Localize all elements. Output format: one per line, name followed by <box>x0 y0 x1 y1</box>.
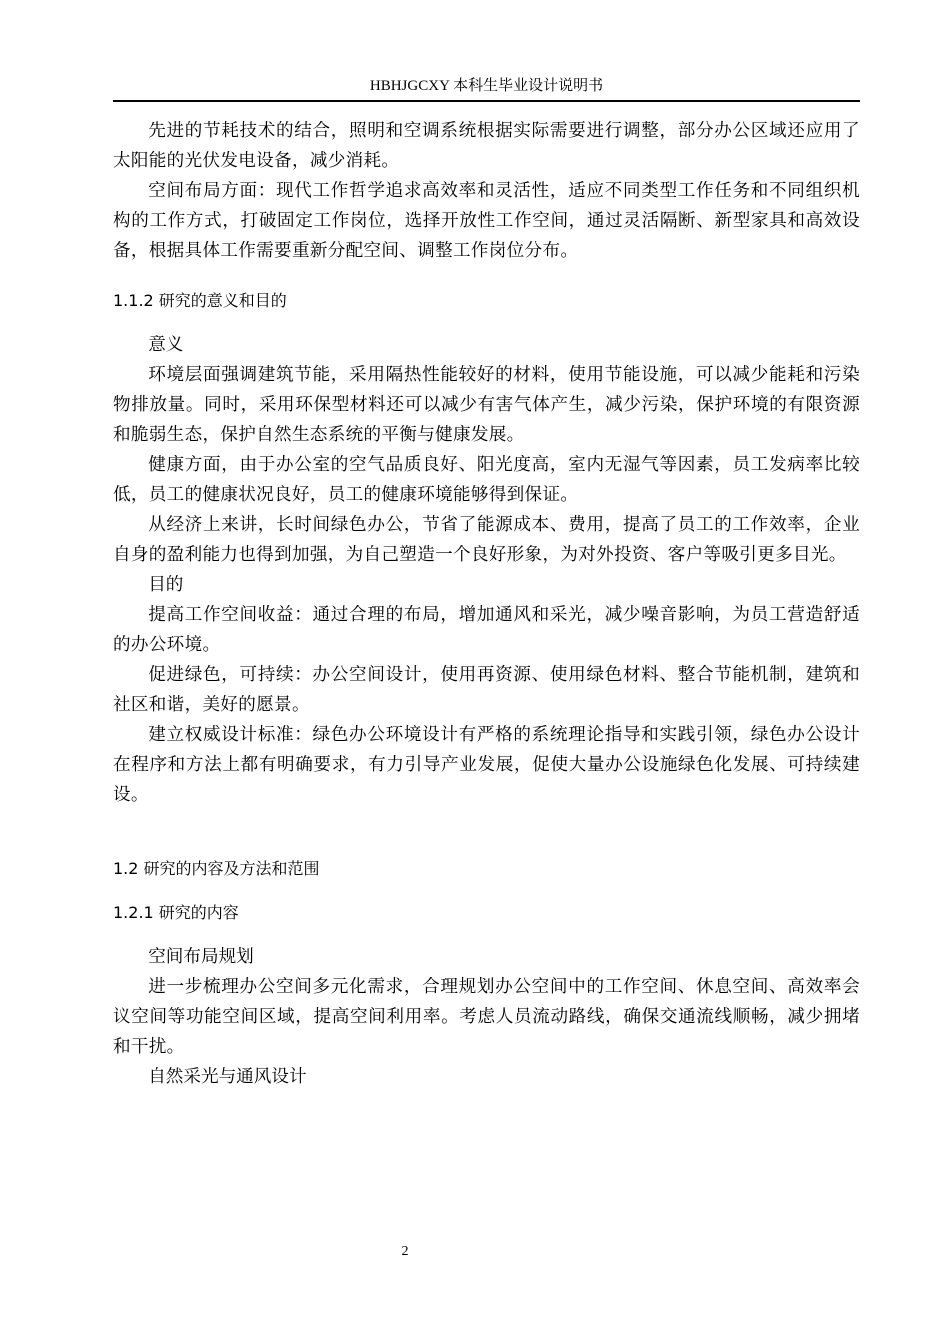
body-paragraph: 空间布局方面：现代工作哲学追求高效率和灵活性，适应不同类型工作任务和不同组织机构的工作方式，打破固定工作岗位，选择开放性工作空间，通过灵活隔断、新型家具和高效设备，根据具体工作需要重新分配空间、调整工作岗位分布。 <box>113 181 860 261</box>
body-paragraph: 健康方面，由于办公室的空气品质良好、阳光度高，室内无湿气等因素，员工发病率比较低，员工的健康状况良好，员工的健康环境能够得到保证。 <box>113 455 860 505</box>
body-paragraph: 环境层面强调建筑节能，采用隔热性能较好的材料，使用节能设施，可以减少能耗和污染物排放量。同时，采用环保型材料还可以减少有害气体产生，减少污染，保护环境的有限资源和脆弱生态，保护自然生态系统的平衡与健康发展。 <box>113 365 860 445</box>
section-heading-1-2-1: 1.2.1 研究的内容 <box>113 903 239 922</box>
section-heading-1-2: 1.2 研究的内容及方法和范围 <box>113 859 320 878</box>
body-paragraph: 先进的节耗技术的结合，照明和空调系统根据实际需要进行调整，部分办公区域还应用了太阳能的光伏发电设备，减少消耗。 <box>113 121 860 171</box>
sub-label-lighting-ventilation: 自然采光与通风设计 <box>148 1067 307 1087</box>
sub-label-purpose: 目的 <box>148 575 184 595</box>
body-paragraph: 建立权威设计标准：绿色办公环境设计有严格的系统理论指导和实践引领，绿色办公设计在程序和方法上都有明确要求，有力引导产业发展，促使大量办公设施绿色化发展、可持续建设。 <box>113 725 860 805</box>
body-paragraph: 从经济上来讲，长时间绿色办公，节省了能源成本、费用，提高了员工的工作效率，企业自身的盈利能力也得到加强，为自己塑造一个良好形象，为对外投资、客户等吸引更多目光。 <box>113 515 860 565</box>
section-heading-1-1-2: 1.1.2 研究的意义和目的 <box>113 291 287 310</box>
sub-label-meaning: 意义 <box>148 335 184 355</box>
body-paragraph: 促进绿色，可持续：办公空间设计，使用再资源、使用绿色材料、整合节能机制，建筑和社区和谐，美好的愿景。 <box>113 665 860 715</box>
sub-label-space-layout: 空间布局规划 <box>148 947 254 967</box>
page-header-title: HBHJGCXY 本科生毕业设计说明书 <box>369 78 604 94</box>
body-paragraph: 进一步梳理办公空间多元化需求，合理规划办公空间中的工作空间、休息空间、高效率会议空间等功能空间区域，提高空间利用率。考虑人员流动路线，确保交通流线顺畅，减少拥堵和干扰。 <box>113 977 860 1057</box>
body-paragraph: 提高工作空间收益：通过合理的布局，增加通风和采光，减少噪音影响，为员工营造舒适的办公环境。 <box>113 605 860 655</box>
header-divider <box>113 100 860 102</box>
page-number: 2 <box>401 1244 409 1259</box>
document-body <box>113 116 860 1092</box>
